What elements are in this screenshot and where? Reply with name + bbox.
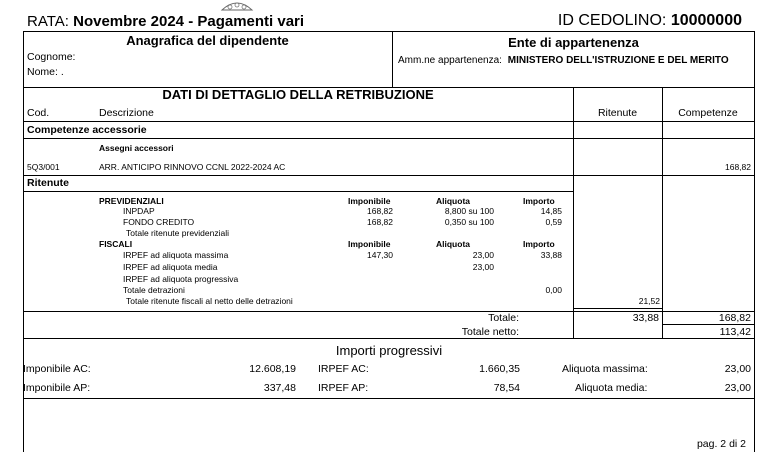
netto-value: 113,42: [719, 326, 751, 338]
prog-imponibile-ap-value: 337,48: [263, 382, 296, 394]
item-competenze: 168,82: [725, 162, 751, 172]
divider: [662, 87, 663, 338]
prog-imponibile-ac-value: 12.608,19: [249, 363, 296, 375]
fisc-row-aliquota: 23,00: [472, 262, 494, 272]
fisc-h-imponibile: Imponibile: [348, 239, 391, 249]
page-number: pag. 2 di 2: [696, 438, 746, 450]
ritenute-section: Ritenute: [27, 177, 69, 189]
fisc-row-desc: IRPEF ad aliquota media: [123, 262, 218, 272]
prog-irpef-ap-value: 78,54: [493, 382, 520, 394]
item-code: 5Q3/001: [27, 162, 60, 172]
totale-label: Totale:: [488, 312, 519, 324]
divider: [754, 31, 755, 452]
col-competenze: Competenze: [678, 107, 738, 119]
cognome-label: Cognome:: [27, 51, 76, 63]
rata-label: RATA:: [27, 13, 69, 30]
prog-irpef-ac-value: 1.660,35: [479, 363, 520, 375]
prev-h-imponibile: Imponibile: [348, 196, 391, 206]
competenze-section: Competenze accessorie: [27, 124, 147, 136]
fiscali-title: FISCALI: [99, 239, 133, 249]
divider: [23, 31, 755, 32]
divider: [23, 138, 755, 139]
rata-value: Novembre 2024 - Pagamenti vari: [73, 13, 305, 30]
totale-ritenute: 33,88: [632, 312, 659, 324]
prog-irpef-ac-label: IRPEF AC:: [318, 363, 369, 375]
prev-row-aliquota: 0,350 su 100: [444, 217, 494, 227]
progressivi-title: Importi progressivi: [335, 343, 443, 358]
fisc-row-desc: IRPEF ad aliquota progressiva: [123, 274, 239, 284]
fisc-h-aliquota: Aliquota: [436, 239, 470, 249]
ente-title: Ente di appartenenza: [508, 35, 639, 50]
divider: [23, 175, 755, 176]
prog-aliquota-media-label: Aliquota media:: [575, 382, 648, 394]
detrazioni-value: [526, 285, 562, 295]
netto-label: Totale netto:: [461, 326, 519, 338]
divider: [23, 338, 755, 339]
previdenziali-title: PREVIDENZIALI: [99, 196, 164, 206]
fisc-totale-netto-label: Totale ritenute fiscali al netto delle detrazioni: [126, 296, 293, 306]
fisc-row-aliquota: 23,00: [472, 250, 494, 260]
detrazioni-label: Totale detrazioni: [123, 285, 185, 295]
header-id: [558, 12, 742, 30]
header-rata: [27, 13, 304, 30]
fisc-row-imponibile: 147,30: [367, 250, 393, 260]
prog-imponibile-ap-label: Imponibile AP:: [23, 382, 91, 394]
fisc-h-importo: Importo: [523, 239, 555, 249]
divider: [573, 87, 574, 338]
nome-label: Nome: .: [27, 66, 64, 78]
prev-row-aliquota: 8,800 su 100: [444, 206, 494, 216]
col-cod: Cod.: [27, 107, 50, 119]
divider: [573, 308, 662, 309]
prev-h-aliquota: Aliquota: [436, 196, 470, 206]
prog-aliquota-massima-value: 23,00: [724, 363, 751, 375]
id-label: ID CEDOLINO:: [557, 12, 667, 29]
divider: [23, 398, 755, 399]
prog-imponibile-ac-label: Imponibile AC:: [23, 363, 91, 375]
amm-line: [398, 55, 729, 66]
prog-irpef-ap-label: IRPEF AP:: [318, 382, 369, 394]
prev-h-importo: Importo: [523, 196, 555, 206]
prev-row-importo: [526, 206, 562, 216]
fisc-totale-netto-value: 21,52: [638, 296, 660, 306]
prev-row-imponibile: 168,82: [367, 217, 393, 227]
amm-label: Amm.ne appartenenza:: [398, 55, 502, 66]
prog-aliquota-media-value: 23,00: [724, 382, 751, 394]
prev-row-desc: INPDAP: [123, 206, 155, 216]
divider: [662, 324, 755, 325]
fisc-row-desc: IRPEF ad aliquota massima: [123, 250, 229, 260]
prog-aliquota-massima-label: Aliquota massima:: [562, 363, 648, 375]
fisc-row-importo-text: 33,88: [540, 250, 562, 260]
item-desc: ARR. ANTICIPO RINNOVO CCNL 2022-2024 AC: [99, 162, 286, 172]
prev-totale-label: Totale ritenute previdenziali: [126, 228, 230, 238]
republic-emblem-icon: [220, 0, 254, 12]
divider: [23, 191, 573, 192]
id-value: 10000000: [670, 12, 742, 29]
prev-row-importo-text: 0,59: [545, 217, 562, 227]
detrazioni-value-text: 0,00: [545, 285, 562, 295]
prev-row-importo-text: 14,85: [540, 206, 562, 216]
prev-row-importo: [526, 217, 562, 227]
prev-row-imponibile: 168,82: [367, 206, 393, 216]
competenze-group: Assegni accessori: [99, 143, 174, 153]
anagrafica-title: Anagrafica del dipendente: [126, 33, 289, 48]
fisc-row-importo: [526, 250, 562, 260]
prev-row-desc: FONDO CREDITO: [123, 217, 195, 227]
totale-competenze: 168,82: [718, 312, 751, 324]
divider: [23, 121, 755, 122]
col-ritenute: Ritenute: [597, 107, 638, 119]
amm-value: MINISTERO DELL'ISTRUZIONE E DEL MERITO: [507, 55, 729, 66]
col-descrizione: Descrizione: [99, 107, 154, 119]
dettaglio-title: DATI DI DETTAGLIO DELLA RETRIBUZIONE: [162, 87, 434, 102]
